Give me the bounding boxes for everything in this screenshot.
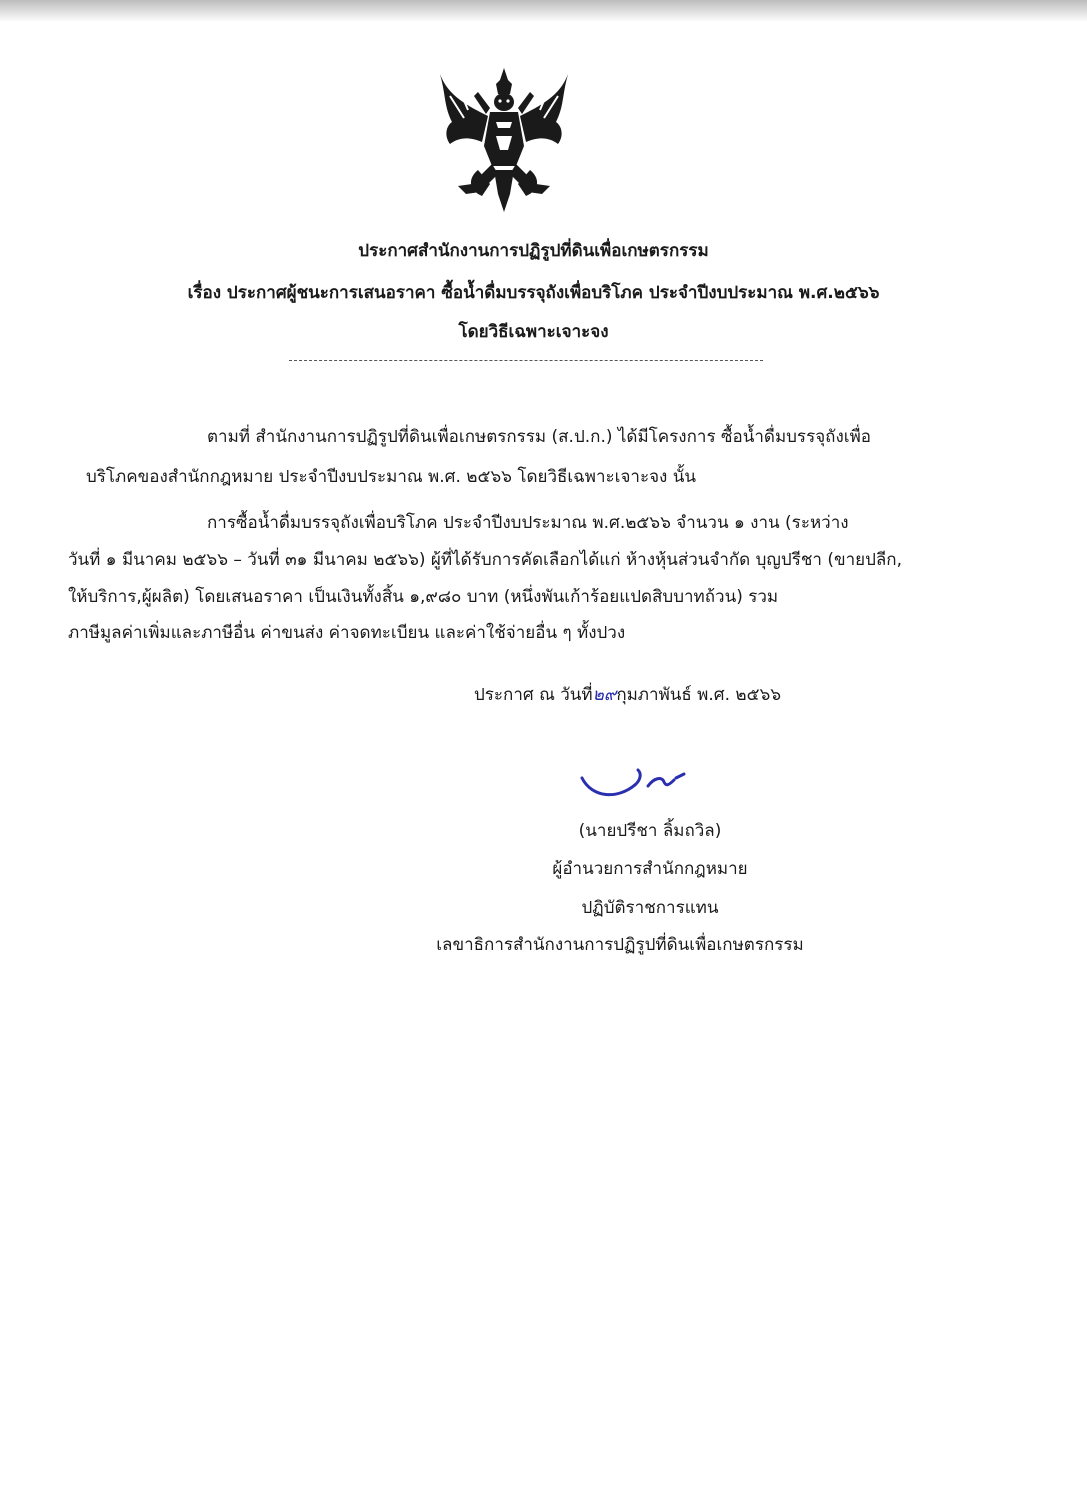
paragraph1-line1: ตามที่ สำนักงานการปฏิรูปที่ดินเพื่อเกษตรกรรม (ส.ป.ก.) ได้มีโครงการ ซื้อน้ำดื่มบรรจุถังเพื่อ	[207, 427, 871, 447]
signatory-for-title: เลขาธิการสำนักงานการปฏิรูปที่ดินเพื่อเกษตรกรรม	[436, 935, 804, 955]
signatory-name: (นายปรีชา ลิ้มถวิล)	[578, 821, 722, 841]
date-prefix: ประกาศ ณ วันที่	[474, 685, 593, 705]
scan-shadow	[0, 0, 1087, 22]
procurement-method: โดยวิธีเฉพาะเจาะจง	[458, 322, 609, 342]
garuda-emblem-icon	[438, 66, 570, 216]
announcement-heading: ประกาศสำนักงานการปฏิรูปที่ดินเพื่อเกษตรกรรม	[358, 241, 709, 261]
signatory-acting: ปฏิบัติราชการแทน	[581, 898, 719, 918]
paragraph2-line3: ให้บริการ,ผู้ผลิต) โดยเสนอราคา เป็นเงินทั้งสิ้น ๑,๙๘๐ บาท (หนึ่งพันเก้าร้อยแปดสิบบาทถ้วน) รวม	[68, 587, 779, 607]
date-suffix: กุมภาพันธ์ พ.ศ. ๒๕๖๖	[616, 685, 782, 705]
paragraph2-line2: วันที่ ๑ มีนาคม ๒๕๖๖ – วันที่ ๓๑ มีนาคม ๒๕๖๖) ผู้ที่ได้รับการคัดเลือกได้แก่ ห้างหุ้นส่วนจำกัด บุญปรีชา (ขายปลีก,	[68, 550, 902, 570]
dashed-divider	[289, 360, 763, 361]
handwritten-signature-mark	[578, 764, 688, 806]
paragraph2-line4: ภาษีมูลค่าเพิ่มและภาษีอื่น ค่าขนส่ง ค่าจดทะเบียน และค่าใช้จ่ายอื่น ๆ ทั้งปวง	[68, 623, 626, 643]
announcement-date	[474, 682, 781, 708]
paragraph2-line1: การซื้อน้ำดื่มบรรจุถังเพื่อบริโภค ประจำปีงบประมาณ พ.ศ.๒๕๖๖ จำนวน ๑ งาน (ระหว่าง	[207, 513, 849, 533]
signatory-position: ผู้อำนวยการสำนักกฎหมาย	[552, 859, 748, 879]
paragraph1-line2: บริโภคของสำนักกฎหมาย ประจำปีงบประมาณ พ.ศ. ๒๕๖๖ โดยวิธีเฉพาะเจาะจง นั้น	[86, 467, 696, 487]
date-day: ๒๙	[592, 685, 617, 705]
announcement-subject: เรื่อง ประกาศผู้ชนะการเสนอราคา ซื้อน้ำดื่มบรรจุถังเพื่อบริโภค ประจำปีงบประมาณ พ.ศ.๒๕๖๖	[187, 283, 880, 303]
